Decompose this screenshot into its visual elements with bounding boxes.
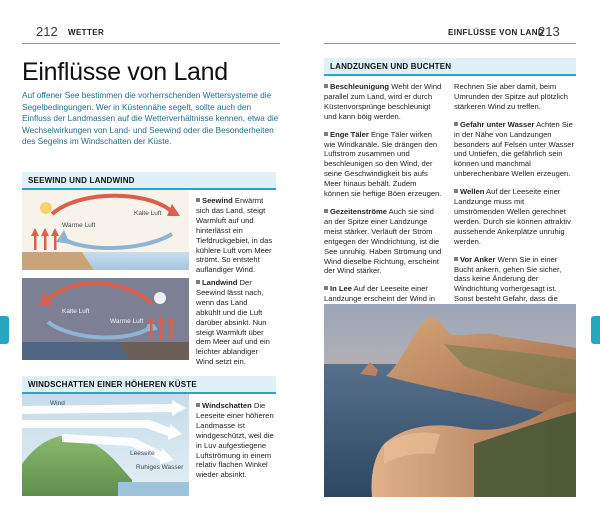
right-chapter-label: EINFLÜSSE VON LAND — [448, 28, 545, 37]
windschatten-title: Windschatten — [202, 401, 252, 410]
paragraph-title: Beschleunigung — [330, 82, 390, 91]
bullet-icon — [196, 280, 200, 284]
paragraph-title: Enge Täler — [330, 129, 369, 139]
landwind-cold-label: Kalte Luft — [62, 308, 90, 315]
right-header-rule — [324, 43, 576, 44]
wind-label: Wind — [50, 400, 65, 407]
seewind-cold-label: Kalte Luft — [134, 210, 162, 217]
paragraph-wellen — [454, 187, 576, 246]
ruhiges-wasser-label: Ruhiges Wasser — [136, 464, 184, 471]
paragraph-gezeitenstroeme — [324, 207, 442, 276]
bullet-icon — [196, 403, 200, 407]
bullet-icon — [324, 84, 328, 88]
leeseite-label: Leeseite — [130, 450, 155, 457]
left-thumb-tab — [0, 316, 9, 344]
bullet-icon — [324, 286, 328, 290]
headland-photo — [324, 304, 576, 497]
landwind-warm-label: Warme Luft — [110, 318, 144, 325]
left-header-rule — [22, 43, 280, 44]
right-column-2 — [454, 82, 576, 322]
windschatten-caption — [196, 401, 276, 480]
right-page-number: 213 — [538, 24, 560, 39]
left-chapter-label: WETTER — [68, 28, 105, 37]
intro-text: Auf offener See bestimmen die vorherrschenden Wettersysteme die Segelbedingungen. Wer in Küstennähe segelt, sollte auch den Einfluss der Landmassen auf die Wetterverhältnisse kennen, etwa die Wechselwirkungen von Land- und Seewind oder die Besonderheiten des Segelns im Windschatten der Küste. — [22, 90, 279, 147]
paragraph-text: Auf der Leeseite einer Landzunge muss mit umströmenden Wellen gerechnet werden. Durch sie können attraktiv aussehende Ankerplätze unruhig werden. — [454, 187, 571, 246]
windschatten-heading: WINDSCHATTEN EINER HÖHEREN KÜSTE — [22, 376, 276, 392]
bullet-icon — [454, 122, 458, 126]
paragraph-title: Gefahr unter Wasser — [460, 119, 535, 129]
paragraph-enge-taeler — [324, 130, 442, 199]
page-title: Einflüsse von Land — [22, 58, 228, 86]
right-column-1 — [324, 82, 442, 322]
paragraph-continuation: Rechnen Sie aber damit, beim Umrunden der Spitze auf plötzlich stärkeren Wind zu treffen. — [454, 82, 568, 111]
bullet-icon — [454, 257, 458, 261]
bullet-icon — [324, 209, 328, 213]
paragraph-title: In Lee — [330, 284, 352, 294]
landwind-diagram — [22, 278, 189, 360]
paragraph-title: Wellen — [460, 187, 485, 197]
seewind-warm-label: Warme Luft — [62, 222, 96, 229]
bullet-icon — [324, 132, 328, 136]
landwind-caption — [196, 278, 274, 367]
paragraph-text: Auch sie sind an der Spitze einer Landzunge meist stärker. Verläuft der Strom entgegen der Windrichtung, ist die See unruhig. Haben Strömung und Wind dieselbe Richtung, erscheint der Wind stärker. — [324, 206, 442, 276]
windschatten-diagram — [22, 394, 189, 496]
bullet-icon — [196, 198, 200, 202]
right-thumb-tab — [591, 316, 600, 344]
bullet-icon — [454, 189, 458, 193]
landwind-title: Landwind — [202, 278, 238, 287]
seewind-text: Erwärmt sich das Land, steigt Warmluft auf und hinterlässt ein Tiefdruckgebiet, in das kühlere Luft vom Meer strömt. So entsteht auflandiger Wind. — [196, 196, 273, 275]
seewind-diagram — [22, 190, 189, 270]
left-page-number: 212 — [36, 24, 58, 39]
paragraph-text: Auf der Leeseite einer Landzunge erscheint der Wind in — [324, 284, 436, 304]
windschatten-text: Die Leeseite einer höheren Landmasse ist windgeschützt, weil die in Luv aufgestiegene Luftströmung in einem relativ flachen Winkel wieder absinkt. — [196, 401, 274, 480]
seewind-title: Seewind — [202, 196, 233, 205]
paragraph-beschleunigung — [324, 82, 442, 122]
paragraph-text: Wenn Sie in einer Bucht ankern, gehen Sie sicher, dass keine Änderung der Windrichtung vorhergesagt ist. Sonst besteht Gefahr, dass die — [454, 254, 562, 304]
paragraph-text: Enge Täler wirken wie Windkanäle. Sie drängen den Luftstrom zusammen und beschleunigen so den Wind, der seine Geschwindigkeit bis aufs Meer hinaus behält. Zudem können sie heftige Böen erzeugen. — [324, 129, 442, 199]
paragraph-gefahr — [454, 120, 576, 179]
seewind-caption — [196, 196, 274, 275]
landzungen-heading: LANDZUNGEN UND BUCHTEN — [324, 58, 576, 74]
seewind-landwind-heading: SEEWIND UND LANDWIND — [22, 172, 276, 188]
paragraph-title: Gezeitenströme — [330, 206, 387, 216]
landwind-text: Der Seewind lässt nach, wenn das Land abkühlt und die Luft darüber absinkt. Nun steigt Warmluft über dem Meer auf und ein leichter ablandiger Wind setzt ein. — [196, 278, 270, 367]
paragraph-title: Vor Anker — [460, 254, 496, 264]
paragraph-text: Weht der Wind parallel zum Land, wird er durch Küstenvorsprünge beschleunigt und kann böig werden. — [324, 82, 442, 121]
paragraph-text: Achten Sie in der Nähe von Landzungen besonders auf Felsen unter Wasser und Untiefen, die gefährlich sein können und manchmal unberechenbare Wellen erzeugen. — [454, 119, 575, 179]
